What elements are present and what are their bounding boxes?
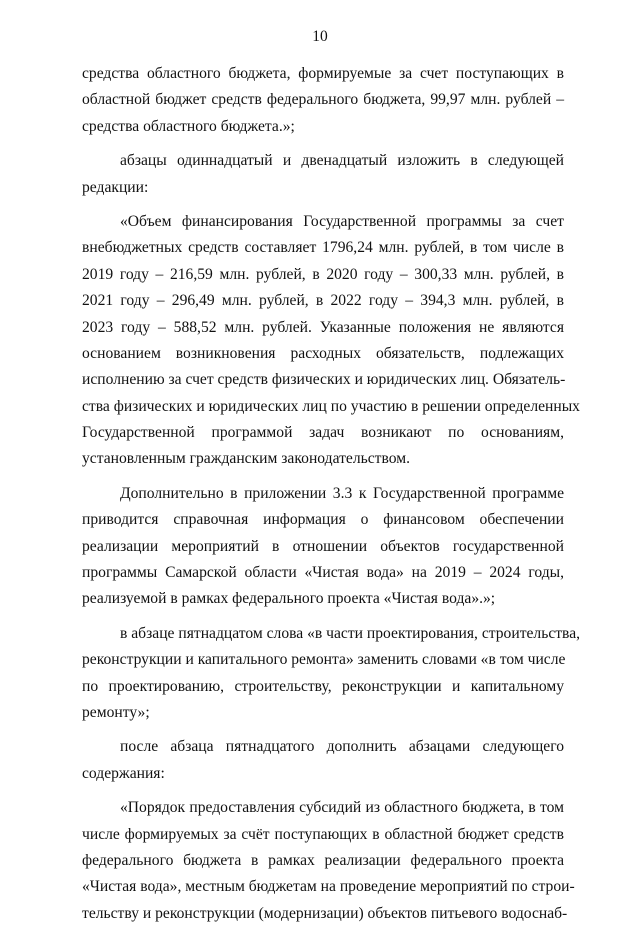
paragraph — [82, 795, 575, 927]
text-line: Государственной программой задач возникают по основаниям, — [82, 424, 564, 442]
text-line: числе формируемых за счёт поступающих в областной бюджет средств — [82, 825, 564, 843]
text-line: исполнению за счет средств физических и юридических лиц. Обязатель- — [82, 371, 566, 389]
text-line: после абзаца пятнадцатого дополнить абзацами следующего — [120, 738, 564, 756]
paragraph — [82, 734, 564, 787]
paragraph — [82, 148, 564, 201]
text-line: 2023 году – 588,52 млн. рублей. Указанные положения не являются — [82, 318, 564, 336]
text-line: «Объем финансирования Государственной программы за счет — [120, 212, 564, 230]
text-line: содержания: — [82, 764, 165, 782]
paragraph — [82, 481, 564, 613]
paragraph — [82, 209, 580, 473]
text-line: абзацы одиннадцатый и двенадцатый изложить в следующей — [120, 152, 564, 170]
paragraph-gap — [82, 201, 564, 209]
text-line: «Порядок предоставления субсидий из областного бюджета, в том — [120, 799, 564, 817]
paragraph — [82, 621, 581, 727]
text-line: по проектированию, строительству, реконструкции и капитальному — [82, 677, 564, 695]
text-line: «Чистая вода», местным бюджетам на проведение мероприятий по строи- — [82, 878, 575, 896]
text-line: тельству и реконструкции (модернизации) объектов питьевого водоснаб- — [82, 904, 568, 922]
text-line: в абзаце пятнадцатом слова «в части проектирования, строительства, — [120, 624, 581, 642]
paragraph-gap — [82, 726, 564, 734]
text-line: редакции: — [82, 178, 149, 196]
paragraph-gap — [82, 140, 564, 148]
document-body — [82, 61, 581, 927]
paragraph-gap — [82, 613, 564, 621]
paragraph — [82, 61, 564, 140]
text-line: Дополнительно в приложении 3.3 к Государственной программе — [120, 484, 564, 502]
text-line: 2019 году – 216,59 млн. рублей, в 2020 году – 300,33 млн. рублей, в — [82, 265, 564, 283]
text-line: реализуемой в рамках федерального проекта «Чистая вода».»; — [82, 590, 496, 608]
text-line: ремонту»; — [82, 703, 150, 721]
text-line: внебюджетных средств составляет 1796,24 млн. рублей, в том числе в — [82, 239, 564, 257]
text-line: реконструкции и капитального ремонта» заменить словами «в том числе — [82, 651, 566, 669]
text-line: программы Самарской области «Чистая вода» на 2019 – 2024 годы, — [82, 564, 564, 582]
paragraph-gap — [82, 787, 564, 795]
text-line: основанием возникновения расходных обязательств, подлежащих — [82, 344, 564, 362]
paragraph-gap — [82, 473, 564, 481]
text-line: средства областного бюджета, формируемые за счет поступающих в — [82, 65, 564, 82]
text-line: средства областного бюджета.»; — [82, 117, 295, 135]
text-line: реализации мероприятий в отношении объектов государственной — [82, 537, 564, 555]
text-line: 2021 году – 296,49 млн. рублей, в 2022 году – 394,3 млн. рублей, в — [82, 292, 564, 310]
text-line: областной бюджет средств федерального бюджета, 99,97 млн. рублей – — [82, 91, 564, 109]
text-line: установленным гражданским законодательством. — [82, 450, 410, 468]
page-number: 10 — [312, 28, 328, 45]
text-line: приводится справочная информация о финансовом обеспечении — [82, 511, 564, 529]
text-line: ства физических и юридических лиц по участию в решении определенных — [82, 397, 580, 415]
text-line: федерального бюджета в рамках реализации федерального проекта — [82, 851, 564, 869]
